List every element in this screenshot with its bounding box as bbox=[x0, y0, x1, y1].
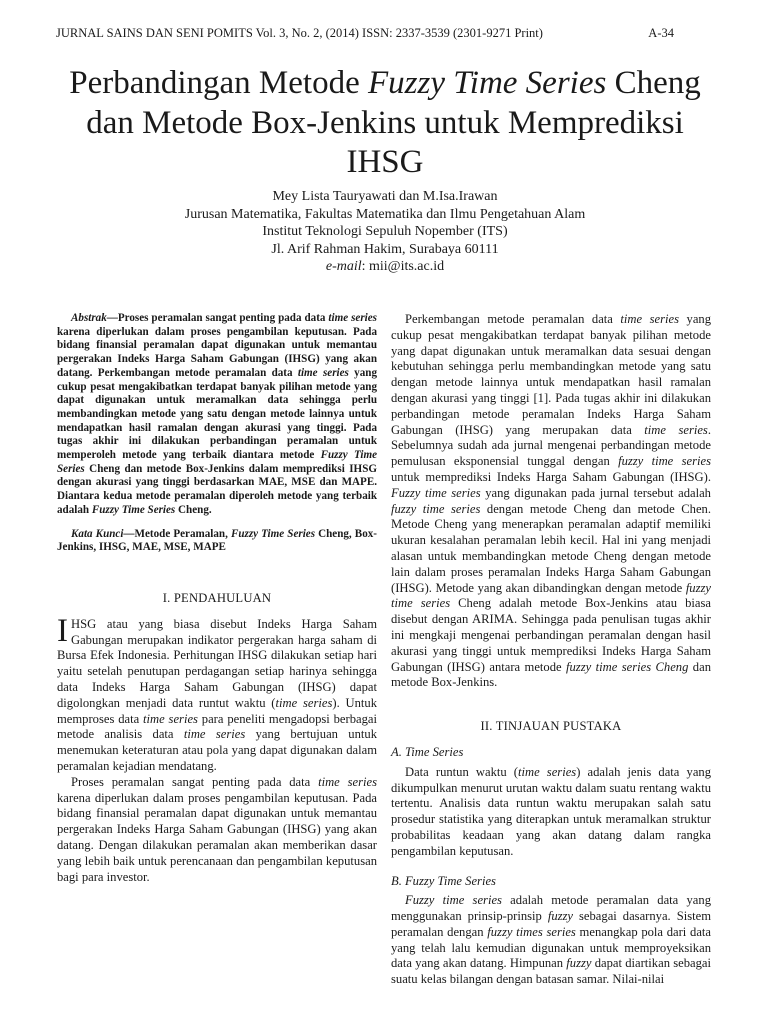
subsection-heading-time-series: A. Time Series bbox=[391, 744, 464, 759]
author-block bbox=[60, 188, 710, 276]
intro-paragraph-3: Perkembangan metode peramalan data time series yang cukup pesat mengakibatkan terdapat banyak pilihan metode yang dapat digunakan untuk meramalkan data sesuai dengan kebutuhan sehingga perlu membandingkan metode yang satu dengan metode lainnya untuk mendapatkan hasil ramalan dengan akurasi yang tinggi [1]. Pada tugas akhir ini dilakukan perbandingan metode peramalan Indeks Harga Saham Gabungan (IHSG) yang merupakan data time series. Sebelumnya sudah ada jurnal mengenai perbandingan metode pemulusan eksponensial tunggal dengan fuzzy time series untuk memprediksi Indeks Harga Saham Gabungan (IHSG). Fuzzy time series yang digunakan pada jurnal tersebut adalah fuzzy time series dengan metode Cheng dan metode Chen. Metode Cheng yang menerapkan peramalan adaptif memiliki ukuran kesalahan peramalan lebih kecil. Hal ini yang menjadi alasan untuk membandingkan metode Cheng dengan metode lain dalam proses peramalan Indeks Harga Saham Gabungan (IHSG). Metode yang akan dibandingkan dengan metode fuzzy time series Cheng adalah metode Box-Jenkins atau biasa disebut dengan ARIMA. Sehingga pada penulisan tugas akhir ini mengkaji mengenai perbandingan peramalan dengan hasil akurasi yang tinggi untuk memprediksi Indeks Harga Saham Gabungan (IHSG) antara metode fuzzy time series Cheng dan metode Box-Jenkins. bbox=[391, 312, 711, 690]
author-names: Mey Lista Tauryawati dan M.Isa.Irawan bbox=[272, 189, 498, 204]
author-institute: Institut Teknologi Sepuluh Nopember (ITS) bbox=[262, 224, 508, 239]
left-column bbox=[57, 312, 377, 885]
paper-title: Perbandingan Metode Fuzzy Time Series Cheng dan Metode Box-Jenkins untuk Memprediksi IHSG bbox=[69, 65, 701, 181]
section-heading-introduction: I. PENDAHULUAN bbox=[162, 590, 272, 605]
drop-cap: I bbox=[57, 612, 68, 649]
page-number: A-34 bbox=[648, 26, 674, 40]
abstract: Abstrak—Proses peramalan sangat penting pada data time series karena diperlukan dalam proses pengambilan keputusan. Pada bidang finansial peramalan dapat digunakan untuk memantau pergerakan Indeks Harga Saham Gabungan (IHSG) yang akan datang. Perkembangan metode peramalan data time series yang cukup pesat mengakibatkan terdapat banyak pilihan metode yang dapat digunakan untuk meramalkan data sehingga perlu membandingkan metode yang satu dengan metode lainnya untuk mendapatkan hasil ramalan dengan akurasi yang tinggi. Pada tugas akhir ini dilakukan perbandingan peramalan untuk memperoleh metode yang terbaik diantara metode Fuzzy Time Series Cheng dan metode Box-Jenkins dalam memprediksi IHSG dengan akurasi yang tinggi berdasarkan MAE, MSE dan MAPE. Diantara kedua metode peramalan diperoleh metode yang terbaik adalah Fuzzy Time Series Cheng. bbox=[57, 312, 377, 516]
subsection-heading-fuzzy-time-series: B. Fuzzy Time Series bbox=[391, 873, 496, 888]
author-email: e-mail: mii@its.ac.id bbox=[325, 259, 445, 274]
author-affiliation: Jurusan Matematika, Fakultas Matematika dan Ilmu Pengetahuan Alam bbox=[184, 206, 586, 222]
author-address: Jl. Arif Rahman Hakim, Surabaya 60111 bbox=[271, 241, 499, 257]
intro-paragraph: IHSG atau yang biasa disebut Indeks Harga Saham Gabungan merupakan indikator pergerakan harga saham di Bursa Efek Indonesia. Perhitungan IHSG dilakukan setiap hari yaitu setelah penutupan perdagangan setiap harinya sehingga data Indeks Harga Saham Gabungan (IHSG) dapat digolongkan menjadi data runtut waktu (time series). Untuk memproses data time series para peneliti mengadopsi berbagai metode analisis data time series yang bertujuan untuk menemukan keteraturan atau pola yang dapat digunakan dalam peramalan kejadian mendatang. bbox=[57, 612, 377, 773]
keywords: Kata Kunci—Metode Peramalan, Fuzzy Time Series Cheng, Box-Jenkins, IHSG, MAE, MSE, MAPE bbox=[57, 527, 377, 554]
fuzzy-time-series-paragraph: Fuzzy time series adalah metode peramalan data yang menggunakan prinsip-prinsip fuzzy sebagai dasarnya. Sistem peramalan dengan fuzzy times series menangkap pola dari data yang telah lalu kemudian digunakan untuk memproyeksikan data yang akan datang. Himpunan fuzzy dapat diartikan sebagai suatu kelas bilangan dengan batasan samar. Nilai-nilai bbox=[391, 893, 711, 987]
journal-header: JURNAL SAINS DAN SENI POMITS Vol. 3, No. 2, (2014) ISSN: 2337-3539 (2301-9271 Print) bbox=[56, 26, 543, 40]
right-column bbox=[391, 312, 711, 988]
time-series-paragraph: Data runtun waktu (time series) adalah jenis data yang dikumpulkan menurut urutan waktu dalam suatu rentang waktu tertentu. Analisis data runtun waktu merupakan salah satu prosedur statistika yang diterapkan untuk meramalkan struktur probabilitas keadaan yang akan datang dalam rangka pengambilan keputusan. bbox=[391, 764, 711, 858]
section-heading-literature: II. TINJAUAN PUSTAKA bbox=[480, 719, 622, 734]
intro-paragraph-2: Proses peramalan sangat penting pada data time series karena diperlukan dalam proses pengambilan keputusan. Pada bidang finansial peramalan dapat digunakan untuk memantau pergerakan Indeks Harga Saham Gabungan (IHSG) yang akan datang. Dengan dilakukan peramalan akan memberikan dasar yang lebih baik untuk perencanaan dan pengambilan keputusan bagi para investor. bbox=[57, 774, 378, 884]
